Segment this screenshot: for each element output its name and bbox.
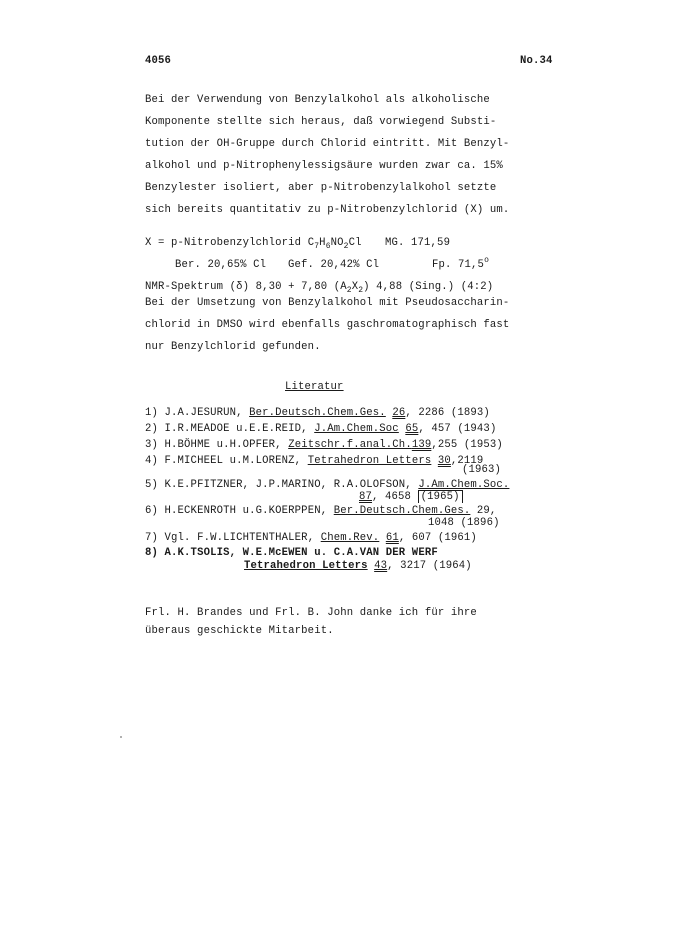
- ber-value: Ber. 20,65% Cl: [175, 259, 267, 271]
- text-line: sich bereits quantitativ zu p-Nitrobenzylchlorid (X) um.: [145, 204, 510, 216]
- reference-4: 4) F.MICHEEL u.M.LORENZ, Tetrahedron Letters 30,2119: [145, 455, 484, 467]
- text-line: überaus geschickte Mitarbeit.: [145, 625, 334, 637]
- text-line: Bei der Umsetzung von Benzylalkohol mit Pseudosaccharin-: [145, 297, 510, 309]
- compound-label: X = p-Nitrobenzylchlorid: [145, 237, 302, 249]
- reference-3: 3) H.BÖHME u.H.OPFER, Zeitschr.f.anal.Ch.139,255 (1953): [145, 439, 503, 451]
- text-line: nur Benzylchlorid gefunden.: [145, 341, 321, 353]
- reference-6-continuation: 1048 (1896): [428, 517, 500, 529]
- reference-7: 7) Vgl. F.W.LICHTENTHALER, Chem.Rev. 61, 607 (1961): [145, 532, 477, 544]
- text-line: Komponente stellte sich heraus, daß vorwiegend Substi-: [145, 116, 497, 128]
- literature-heading: Literatur: [285, 381, 344, 393]
- text-line: Bei der Verwendung von Benzylalkohol als alkoholische: [145, 94, 490, 106]
- gef-value: Gef. 20,42% Cl: [288, 259, 380, 271]
- nmr-spectrum: NMR-Spektrum (δ) 8,30 + 7,80 $(A_2X_2)$ 4,88 (Sing.) (4:2): [145, 281, 494, 295]
- molecular-formula: $C_7H_6NO_2Cl$: [307, 237, 362, 251]
- reference-6: 6) H.ECKENROTH u.G.KOERPPEN, Ber.Deutsch.Chem.Ges. 29,: [145, 505, 497, 517]
- text-line: chlorid in DMSO wird ebenfalls gaschromatographisch fast: [145, 319, 510, 331]
- reference-2: 2) I.R.MEADOE u.E.E.REID, J.Am.Chem.Soc 65, 457 (1943): [145, 423, 497, 435]
- compound-line: [145, 238, 362, 249]
- reference-1: 1) J.A.JESURUN, Ber.Deutsch.Chem.Ges. 26, 2286 (1893): [145, 407, 490, 419]
- page-number: 4056: [145, 55, 172, 67]
- reference-5-continuation: 87, 4658 (1965): [359, 492, 463, 503]
- text-line: tution der OH-Gruppe durch Chlorid eintritt. Mit Benzyl-: [145, 138, 510, 150]
- reference-5: 5) K.E.PFITZNER, J.P.MARINO, R.A.OLOFSON, J.Am.Chem.Soc.: [145, 479, 510, 491]
- molecular-weight: MG. 171,59: [385, 237, 451, 249]
- reference-8: 8) A.K.TSOLIS, W.E.McEWEN u. C.A.VAN DER WERF: [145, 547, 438, 559]
- scan-speck: [120, 736, 122, 738]
- text-line: Benzylester isoliert, aber p-Nitrobenzylalkohol setzte: [145, 182, 497, 194]
- reference-8-continuation: Tetrahedron Letters 43, 3217 (1964): [244, 560, 472, 572]
- reference-4-continuation: (1963): [462, 464, 502, 476]
- text-line: Frl. H. Brandes und Frl. B. John danke ich für ihre: [145, 607, 477, 619]
- issue-number: No.34: [520, 55, 553, 67]
- text-line: alkohol und p-Nitrophenylessigsäure wurden zwar ca. 15%: [145, 160, 503, 172]
- melting-point: Fp. 71,5$^o$: [432, 256, 490, 271]
